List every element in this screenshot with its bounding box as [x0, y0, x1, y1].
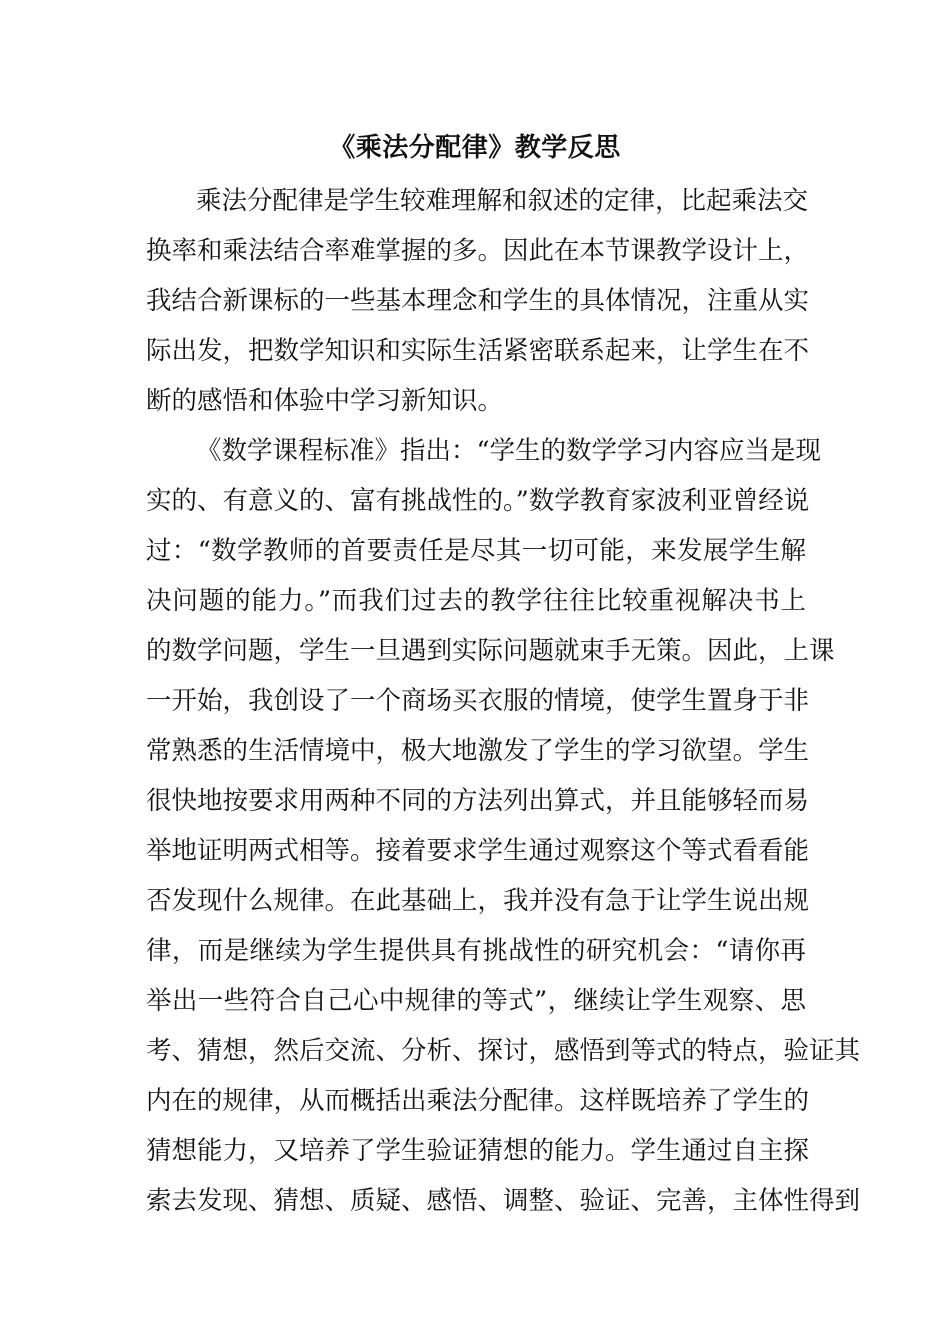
paragraph-line: 猜想能力，又培养了学生验证猜想的能力。学生通过自主探: [146, 1136, 810, 1166]
paragraph-line: 际出发，把数学知识和实际生活紧密联系起来，让学生在不: [146, 336, 810, 366]
paragraph-line: 常熟悉的生活情境中，极大地激发了学生的学习欲望。学生: [146, 736, 810, 766]
paragraph-line: 《数学课程标准》指出：“学生的数学学习内容应当是现: [196, 436, 822, 466]
paragraph-line: 律，而是继续为学生提供具有挑战性的研究机会：“请你再: [146, 936, 806, 966]
paragraph-line: 考、猜想，然后交流、分析、探讨，感悟到等式的特点，验证其: [146, 1036, 861, 1066]
paragraph-line: 我结合新课标的一些基本理念和学生的具体情况，注重从实: [146, 286, 810, 316]
paragraph-line: 否发现什么规律。在此基础上，我并没有急于让学生说出规: [146, 886, 810, 916]
paragraph-line: 换率和乘法结合率难掌握的多。因此在本节课教学设计上，: [146, 236, 810, 266]
paragraph-line: 举出一些符合自己心中规律的等式”，继续让学生观察、思: [146, 986, 806, 1016]
paragraph-line: 乘法分配律是学生较难理解和叙述的定律，比起乘法交: [196, 186, 809, 216]
paragraph-line: 过：“数学教师的首要责任是尽其一切可能，来发展学生解: [146, 536, 806, 566]
paragraph-line: 索去发现、猜想、质疑、感悟、调整、验证、完善，主体性得到: [146, 1186, 861, 1216]
paragraph-line: 很快地按要求用两种不同的方法列出算式，并且能够轻而易: [146, 786, 810, 816]
paragraph-line: 实的、有意义的、富有挑战性的。”数学教育家波利亚曾经说: [146, 486, 810, 516]
paragraph-line: 举地证明两式相等。接着要求学生通过观察这个等式看看能: [146, 836, 810, 866]
paragraph-line: 的数学问题，学生一旦遇到实际问题就束手无策。因此，上课: [146, 636, 835, 666]
document-title: 《乘法分配律》教学反思: [329, 133, 621, 163]
paragraph-line: 决问题的能力。”而我们过去的教学往往比较重视解决书上: [146, 586, 806, 616]
paragraph-line: 内在的规律，从而概括出乘法分配律。这样既培养了学生的: [146, 1086, 810, 1116]
paragraph-line: 一开始，我创设了一个商场买衣服的情境，使学生置身于非: [146, 686, 810, 716]
paragraph-line: 断的感悟和体验中学习新知识。: [146, 386, 504, 416]
